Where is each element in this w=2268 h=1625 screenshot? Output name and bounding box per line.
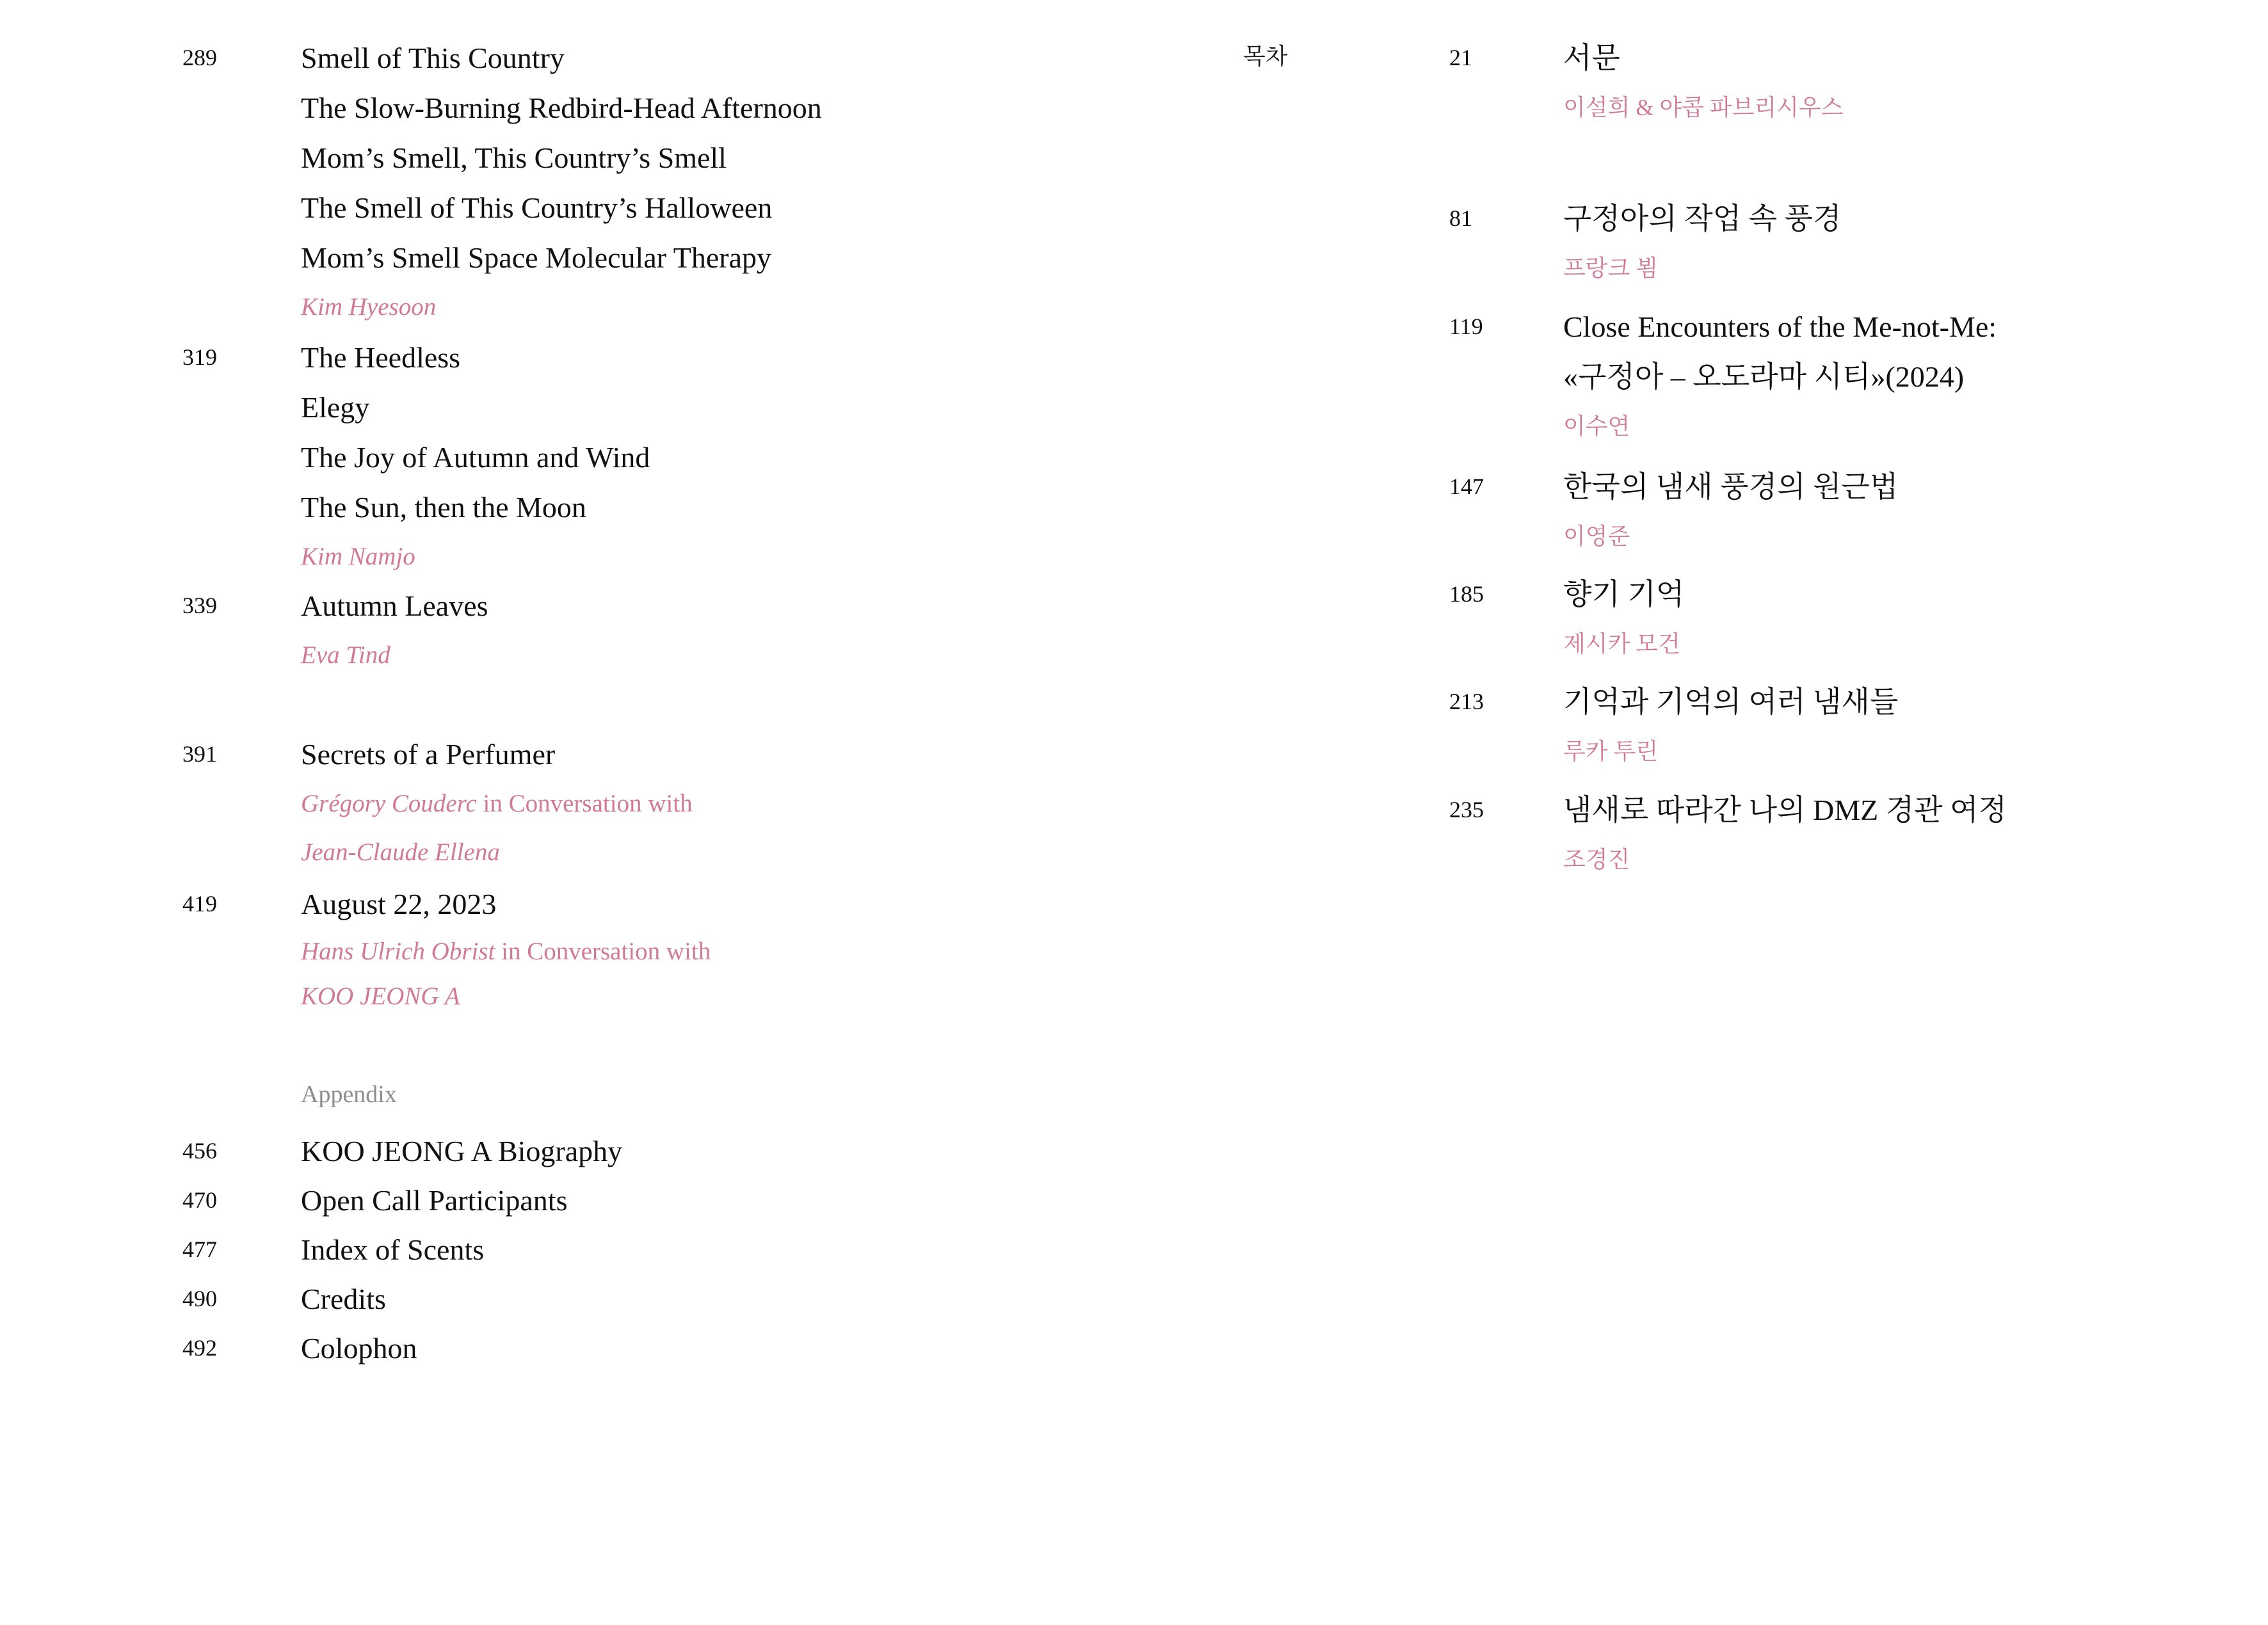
entry-lines: [301, 730, 693, 877]
entry-lines: [1563, 302, 1997, 451]
entry-title: 한국의 냄새 풍경의 원근법: [1563, 470, 1899, 503]
entry-lines: [301, 1176, 567, 1226]
entry-title: Index of Scents: [301, 1233, 485, 1266]
page-number: 289: [182, 45, 217, 70]
entry-lines: [301, 333, 650, 581]
entry-lines: [301, 581, 488, 680]
entry-author: Grégory Couderc in Conversation with: [301, 790, 693, 817]
entry-title: 서문: [1563, 42, 1620, 74]
page-number: 490: [182, 1286, 217, 1311]
entry-title: Mom’s Smell, This Country’s Smell: [301, 141, 727, 174]
entry-title: Elegy: [301, 391, 370, 424]
entry-author: 이설희 & 야콥 파브리시우스: [1563, 95, 1844, 120]
page-number: 492: [182, 1335, 217, 1361]
entry-title: The Sun, then the Moon: [301, 491, 586, 524]
entry-lines: [1563, 194, 1841, 292]
page-number: 456: [182, 1138, 217, 1164]
entry-lines: [301, 1274, 386, 1324]
entry-title: 향기 기억: [1563, 578, 1685, 611]
entry-author: 루카 투린: [1563, 739, 1659, 764]
entry-lines: [1563, 33, 1844, 132]
page-number: 319: [182, 344, 217, 370]
entry-author: 조경진: [1563, 847, 1630, 872]
page-number: 391: [182, 741, 217, 767]
entry-title: August 22, 2023: [301, 888, 497, 920]
page-number: 213: [1449, 689, 1484, 714]
entry-lines: [301, 1225, 484, 1275]
entry-lines: [301, 33, 822, 332]
entry-title: 구정아의 작업 속 풍경: [1563, 202, 1842, 235]
entry-author: Kim Namjo: [301, 543, 415, 570]
running-head: 목차: [1243, 44, 1288, 69]
entry-author: 이영준: [1563, 524, 1630, 549]
entry-lines: [301, 879, 711, 1019]
entry-title: Smell of This Country: [301, 42, 565, 74]
entry-title-line2: «구정아 – 오도라마 시티»(2024): [1563, 360, 1965, 393]
entry-title: 냄새로 따라간 나의 DMZ 경관 여정: [1563, 794, 2007, 826]
entry-author: 이수연: [1563, 413, 1630, 439]
entry-title: Open Call Participants: [301, 1184, 568, 1217]
entry-author: Hans Ulrich Obrist in Conversation with: [301, 938, 711, 965]
entry-author: 제시카 모건: [1563, 631, 1680, 657]
entry-title: 기억과 기억의 여러 냄새들: [1563, 685, 1899, 718]
entry-author-line2: KOO JEONG A: [301, 982, 460, 1010]
entry-lines: [301, 1126, 622, 1176]
entry-title: Close Encounters of the Me-not-Me:: [1563, 310, 1997, 343]
page-number: 419: [182, 891, 217, 917]
entry-author: Kim Hyesoon: [301, 293, 437, 321]
entry-title: Autumn Leaves: [301, 589, 488, 622]
entry-lines: [1563, 462, 1898, 561]
entry-title: KOO JEONG A Biography: [301, 1135, 623, 1167]
entry-title: The Joy of Autumn and Wind: [301, 441, 650, 474]
page-number: 185: [1449, 581, 1484, 607]
entry-author-line2: Jean-Claude Ellena: [301, 838, 500, 866]
entry-lines: [1563, 785, 2007, 884]
page-number: 339: [182, 593, 217, 618]
entry-title: Credits: [301, 1283, 386, 1315]
page-number: 81: [1449, 205, 1472, 231]
entry-title: Colophon: [301, 1332, 417, 1365]
entry-title: Mom’s Smell Space Molecular Therapy: [301, 241, 771, 274]
page-number: 119: [1449, 314, 1483, 339]
page-number: 235: [1449, 797, 1484, 822]
page-number: 477: [182, 1237, 217, 1262]
entry-lines: [301, 1324, 417, 1373]
entry-author: Eva Tind: [301, 641, 390, 669]
right-page: [1134, 0, 2268, 1625]
entry-author: 프랑크 뵘: [1563, 255, 1659, 281]
entry-title: The Slow-Burning Redbird-Head Afternoon: [301, 92, 822, 124]
entry-title: The Smell of This Country’s Halloween: [301, 191, 773, 224]
page-number: 470: [182, 1187, 217, 1213]
appendix-heading: Appendix: [301, 1081, 397, 1108]
entry-title: The Heedless: [301, 341, 461, 374]
entry-title: Secrets of a Perfumer: [301, 738, 556, 771]
page-number: 21: [1449, 45, 1472, 70]
page-number: 147: [1449, 474, 1484, 499]
entry-lines: [1563, 677, 1898, 776]
entry-lines: [1563, 570, 1684, 668]
